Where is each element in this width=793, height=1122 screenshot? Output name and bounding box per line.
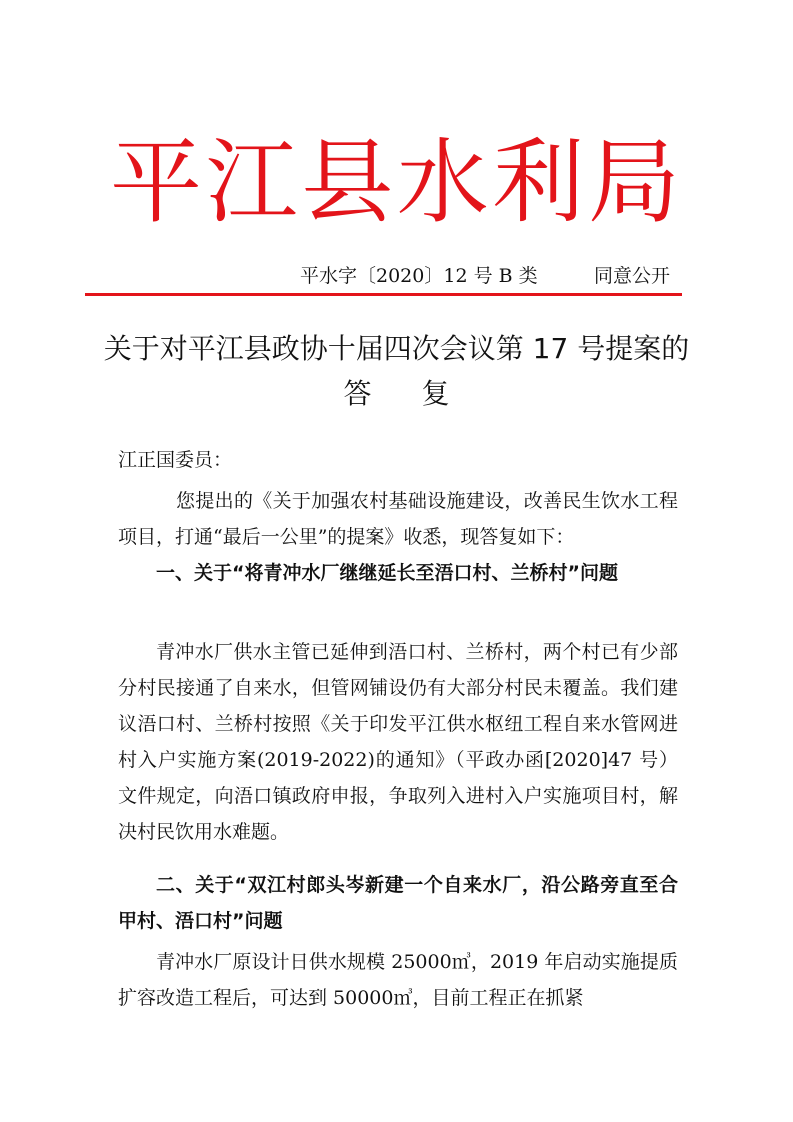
intro-paragraph: 您提出的《关于加强农村基础设施建设，改善民生饮水工程项目，打通“最后一公里”的提案》收悉，现答复如下： [118,490,678,548]
document-code: 平水字〔2020〕12 号 B 类 [300,265,538,287]
document-title: 关于对平江县政协十届四次会议第 17 号提案的 [103,332,690,365]
masthead-char: 局 [587,129,680,236]
disclosure-status: 同意公开 [593,265,670,287]
masthead-char: 利 [492,129,585,236]
section-heading-1: 一、关于“将青冲水厂继继延长至浯口村、兰桥村”问题 [156,562,618,584]
document-number-line [300,264,670,288]
masthead-char: 平 [110,129,203,236]
document-title-reply: 答复 [343,377,500,410]
masthead-char: 县 [301,129,394,236]
masthead-title [110,128,680,238]
red-divider [85,293,682,296]
masthead-char: 江 [205,129,298,236]
section-heading-2: 二、关于“双江村郎头岑新建一个自来水厂，沿公路旁直至合甲村、浯口村”问题 [118,874,678,932]
section-body-2: 青冲水厂原设计日供水规模 25000㎥，2019 年启动实施提质扩容改造工程后，可达到 50000㎥，目前工程正在抓紧 [118,951,678,1009]
masthead-char: 水 [396,129,489,236]
salutation: 江正国委员： [118,449,233,471]
section-body-1: 青冲水厂供水主管已延伸到浯口村、兰桥村，两个村已有少部分村民接通了自来水，但管网铺设仍有大部分村民未覆盖。我们建议浯口村、兰桥村按照《关于印发平江供水枢纽工程自来水管网进村入户实施方案(2019-2022)的通知》（平政办函[2020]47 号）文件规定，向浯口镇政府申报，争取列入进村入户实施项目村，解决村民饮用水难题。 [118,641,678,843]
